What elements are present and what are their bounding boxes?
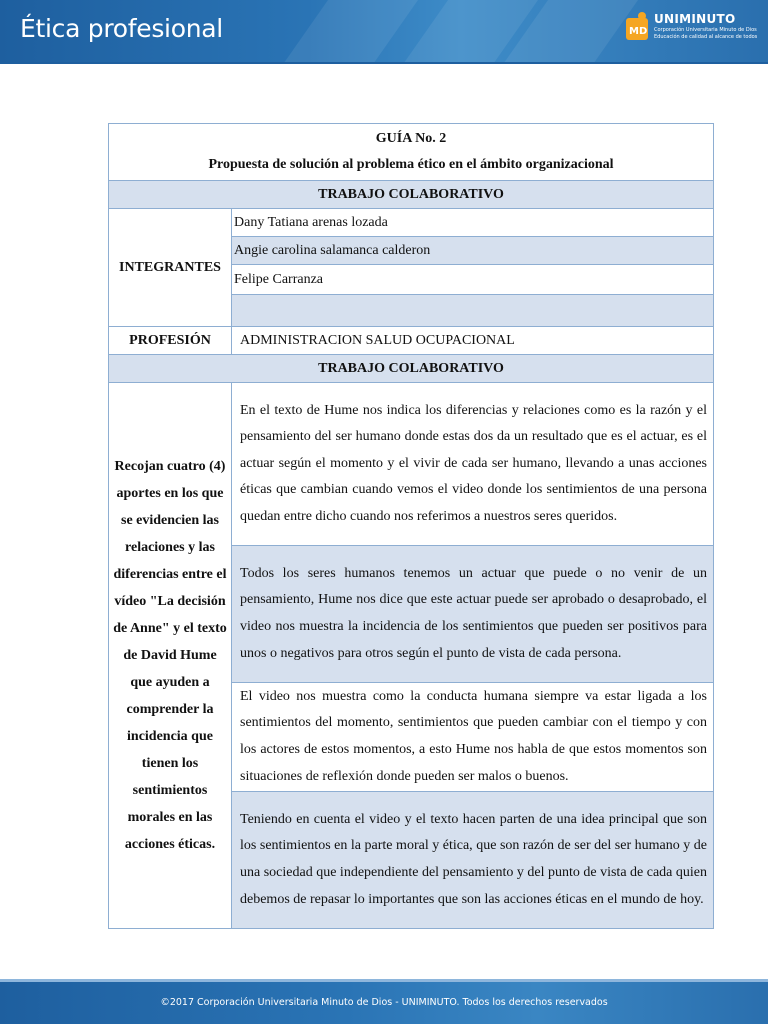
member-row: Angie carolina salamanca calderon — [232, 237, 714, 265]
logo-subtitle-line2: Educación de calidad al alcance de todos — [654, 34, 758, 40]
page-footer — [0, 982, 768, 1024]
contribution-paragraph: Teniendo en cuenta el video y el texto hacen parten de una idea principal que son los sentimientos en la parte moral y ética, que son razón de ser del ser humano y de una sociedad que independiente del pensamiento y del punto de vista de cada quien debemos de repasar lo importantes que son las acciones éticas en el mundo de hoy. — [232, 792, 714, 929]
uniminuto-logo-icon — [626, 12, 650, 40]
header-divider — [0, 62, 768, 64]
guide-title-cell — [109, 124, 714, 181]
member-row-empty — [232, 295, 714, 327]
logo-name: UNIMINUTO — [654, 12, 736, 26]
profession-value: ADMINISTRACION SALUD OCUPACIONAL — [232, 327, 714, 355]
guide-subtitle: Propuesta de solución al problema ético en el ámbito organizacional — [208, 157, 614, 172]
page-header — [0, 0, 768, 62]
section-header: TRABAJO COLABORATIVO — [109, 355, 714, 383]
uniminuto-logo — [626, 10, 756, 44]
logo-mark-letters: MD — [629, 26, 648, 37]
guide-table — [108, 123, 714, 929]
members-label: INTEGRANTES — [109, 209, 232, 327]
member-row: Dany Tatiana arenas lozada — [232, 209, 714, 237]
profession-label: PROFESIÓN — [109, 327, 232, 355]
contribution-paragraph: Todos los seres humanos tenemos un actuar que puede o no venir de un pensamiento, Hume nos dice que este actuar puede ser aprobado o desaprobado, el video nos muestra la incidencia de los sentimientos que pueden ser positivos para unos o negativos para otros según el punto de vista de cada persona. — [232, 546, 714, 683]
guide-number: GUÍA No. 2 — [375, 131, 447, 146]
contributions-label: Recojan cuatro (4) aportes en los que se evidencien las relaciones y las diferencias entre el vídeo "La decisión de Anne" y el texto de David Hume que ayuden a comprender la incidencia que tienen los sentimientos morales en las acciones éticas. — [109, 383, 232, 929]
copyright-text: ©2017 Corporación Universitaria Minuto de Dios - UNIMINUTO. Todos los derechos reservados — [160, 997, 608, 1008]
logo-subtitle-line1: Corporación Universitaria Minuto de Dios — [654, 27, 757, 33]
contribution-paragraph: En el texto de Hume nos indica los diferencias y relaciones como es la razón y el pensamiento del ser humano donde estas dos da un resultado que es el actuar, es el actuar según el momento y el vivir de cada ser humano, llevando a unas acciones éticas que cambian cuando vemos el video donde los sentimientos de una persona quedan entre dicho cuando nos referimos a nuestros seres queridos. — [232, 383, 714, 546]
contribution-paragraph: El video nos muestra como la conducta humana siempre va estar ligada a los sentimientos del momento, sentimientos que pueden cambiar con el tiempo y con los actores de estos momentos, a esto Hume nos habla de que estos momentos son situaciones de reflexión donde pueden ser malos o buenos. — [232, 683, 714, 792]
section-header: TRABAJO COLABORATIVO — [109, 181, 714, 209]
member-row: Felipe Carranza — [232, 265, 714, 295]
course-title: Ética profesional — [20, 14, 223, 43]
